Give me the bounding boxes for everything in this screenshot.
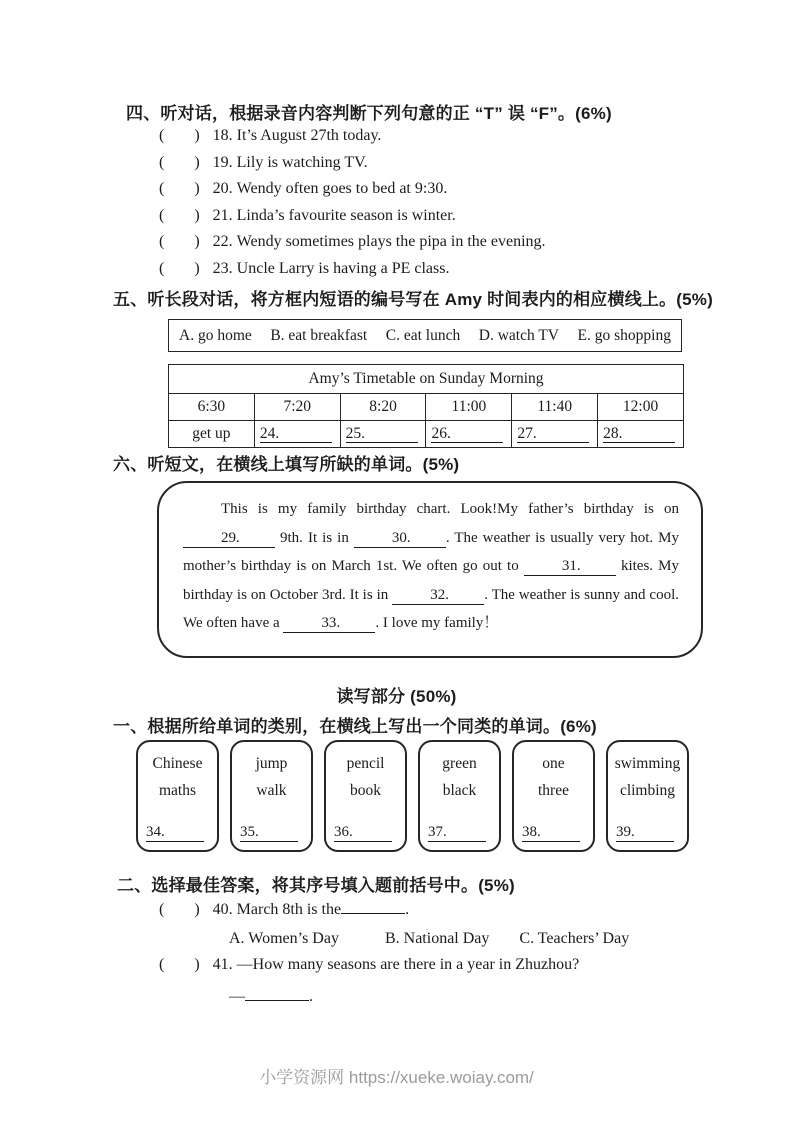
- fill-in-blank: 28.: [603, 425, 675, 444]
- reading-writing-part-title: 读写部分 (50%): [336, 687, 457, 706]
- category-box: [418, 740, 501, 852]
- timetable-time-cell: 6:30: [169, 394, 255, 421]
- mc-option: B. National Day: [384, 930, 490, 947]
- tf-question-row: [159, 154, 546, 181]
- answer-parentheses: ( ): [159, 956, 200, 973]
- timetable-time-cell: 7:20: [254, 394, 340, 421]
- tf-question-row: [159, 127, 546, 154]
- answer-blank: [341, 913, 405, 914]
- tf-question-row: [159, 233, 546, 260]
- rw-section1-title: 一、根据所给单词的类别，在横线上写出一个同类的单词。(6%): [113, 717, 597, 736]
- site-watermark: 小学资源网 https://xueke.woiay.com/: [259, 1068, 534, 1087]
- category-word: pencil: [346, 755, 385, 772]
- phrase-option: B. eat breakfast: [270, 326, 368, 344]
- category-box: [324, 740, 407, 852]
- category-word: maths: [158, 782, 197, 799]
- timetable-time-cell: 11:40: [512, 394, 598, 421]
- timetable-time-cell: 12:00: [598, 394, 684, 421]
- fill-in-blank: 37.: [428, 824, 486, 842]
- category-word: black: [442, 782, 477, 799]
- mc-question-41: [159, 956, 579, 983]
- category-word: book: [350, 782, 381, 799]
- category-word: three: [538, 782, 569, 799]
- category-box: [606, 740, 689, 852]
- tf-question-list: [159, 127, 546, 286]
- fill-in-blank: 32.: [392, 587, 484, 605]
- timetable-activity-cell: get up: [169, 421, 255, 448]
- answer-parentheses: ( ): [159, 259, 200, 277]
- fill-in-blank: 35.: [240, 824, 298, 842]
- category-box: [512, 740, 595, 852]
- phrase-option: D. watch TV: [478, 326, 559, 344]
- phrase-option: C. eat lunch: [385, 326, 461, 344]
- question-number: 23.: [212, 259, 233, 277]
- timetable-blank-cell: [512, 421, 598, 448]
- mc-question-40: [159, 901, 409, 928]
- timetable-time-cell: 11:00: [426, 394, 512, 421]
- cloze-passage: This is my family birthday chart. Look!My father’s birthday is on 29. 9th. It is in 30. . The weather is usually very hot. My mother’s birthday is on March 1st. We often go out to 31. kites. My birthday is on October 3rd. It is in 32. . The weather is sunny and cool. We often have a 33. . I love my family！: [183, 495, 679, 638]
- fill-in-blank: 25.: [346, 425, 418, 444]
- passage-box: [157, 481, 703, 658]
- fill-in-blank: 27.: [517, 425, 589, 444]
- category-word: walk: [256, 782, 287, 799]
- mc-question-row: [159, 956, 579, 983]
- question-text: Wendy often goes to bed at 9:30.: [236, 180, 448, 197]
- answer-parentheses: ( ): [159, 127, 200, 144]
- category-word: climbing: [619, 782, 676, 799]
- fill-in-blank: 26.: [431, 425, 503, 444]
- question-text: Lily is watching TV.: [236, 153, 368, 171]
- fill-in-blank: 24.: [260, 425, 332, 444]
- fill-in-blank: 29.: [183, 530, 275, 548]
- category-boxes: [136, 740, 689, 852]
- mc-option: A. Women’s Day: [229, 930, 339, 947]
- timetable-time-cell: 8:20: [340, 394, 426, 421]
- answer-suffix: .: [309, 988, 313, 1005]
- tf-question-row: [159, 180, 546, 207]
- question-stem: March 8th is the: [236, 901, 342, 918]
- fill-in-blank: 34.: [146, 824, 204, 842]
- phrase-option: A. go home: [179, 326, 252, 344]
- timetable-blank-cell: [598, 421, 684, 448]
- phrase-option: E. go shopping: [577, 326, 671, 344]
- fill-in-blank: 33.: [283, 615, 375, 633]
- answer-blank: [245, 1000, 309, 1001]
- timetable-blank-cell: [340, 421, 426, 448]
- fill-in-blank: 36.: [334, 824, 392, 842]
- answer-parentheses: ( ): [159, 233, 200, 250]
- timetable-blank-cell: [254, 421, 340, 448]
- question-text: It’s August 27th today.: [236, 127, 382, 144]
- mc-question-41-answer-line: [229, 988, 313, 1006]
- section5-title: 五、听长段对话，将方框内短语的编号写在 Amy 时间表内的相应横线上。(5%): [113, 290, 713, 309]
- mc-question-row: [159, 901, 409, 928]
- question-number: 40.: [212, 901, 233, 918]
- question-number: 20.: [212, 180, 233, 197]
- question-text: Uncle Larry is having a PE class.: [236, 259, 450, 277]
- category-box: [136, 740, 219, 852]
- category-word: green: [442, 755, 477, 772]
- answer-parentheses: ( ): [159, 153, 200, 171]
- mc-option: C. Teachers’ Day: [519, 930, 630, 947]
- question-text: Linda’s favourite season is winter.: [236, 206, 456, 224]
- fill-in-blank: 39.: [616, 824, 674, 842]
- blank-suffix: .: [405, 901, 410, 918]
- fill-in-blank: 38.: [522, 824, 580, 842]
- answer-parentheses: ( ): [159, 180, 200, 197]
- section6-title: 六、听短文，在横线上填写所缺的单词。(5%): [113, 455, 460, 474]
- answer-parentheses: ( ): [159, 206, 200, 224]
- question-number: 22.: [212, 233, 233, 250]
- tf-question-row: [159, 207, 546, 234]
- fill-in-blank: 31.: [524, 558, 616, 576]
- phrase-options-box: [168, 319, 682, 352]
- timetable-caption: Amy’s Timetable on Sunday Morning: [169, 365, 684, 394]
- category-word: Chinese: [152, 755, 203, 772]
- answer-dash: —: [229, 988, 245, 1005]
- tf-question-row: [159, 260, 546, 287]
- category-word: swimming: [614, 755, 681, 772]
- question-text: Wendy sometimes plays the pipa in the evening.: [236, 233, 546, 250]
- question-number: 18.: [212, 127, 233, 144]
- timetable-caption-row: [169, 365, 684, 394]
- timetable-blank-cell: [426, 421, 512, 448]
- timetable-activity-row: [169, 421, 684, 448]
- category-box: [230, 740, 313, 852]
- category-word: one: [542, 755, 565, 772]
- question-number: 41.: [212, 956, 233, 973]
- timetable-times-row: [169, 394, 684, 421]
- question-stem: —How many seasons are there in a year in Zhuzhou?: [236, 956, 580, 973]
- rw-section2-title: 二、选择最佳答案，将其序号填入题前括号中。(5%): [117, 876, 515, 895]
- question-number: 19.: [212, 153, 233, 171]
- answer-parentheses: ( ): [159, 901, 200, 918]
- amy-timetable: [168, 364, 684, 448]
- question-number: 21.: [212, 206, 233, 224]
- mc-question-40-options: [229, 930, 629, 948]
- fill-in-blank: 30.: [354, 530, 446, 548]
- section4-title: 四、听对话，根据录音内容判断下列句意的正 “T” 误 “F”。(6%): [126, 104, 612, 123]
- category-word: jump: [255, 755, 288, 772]
